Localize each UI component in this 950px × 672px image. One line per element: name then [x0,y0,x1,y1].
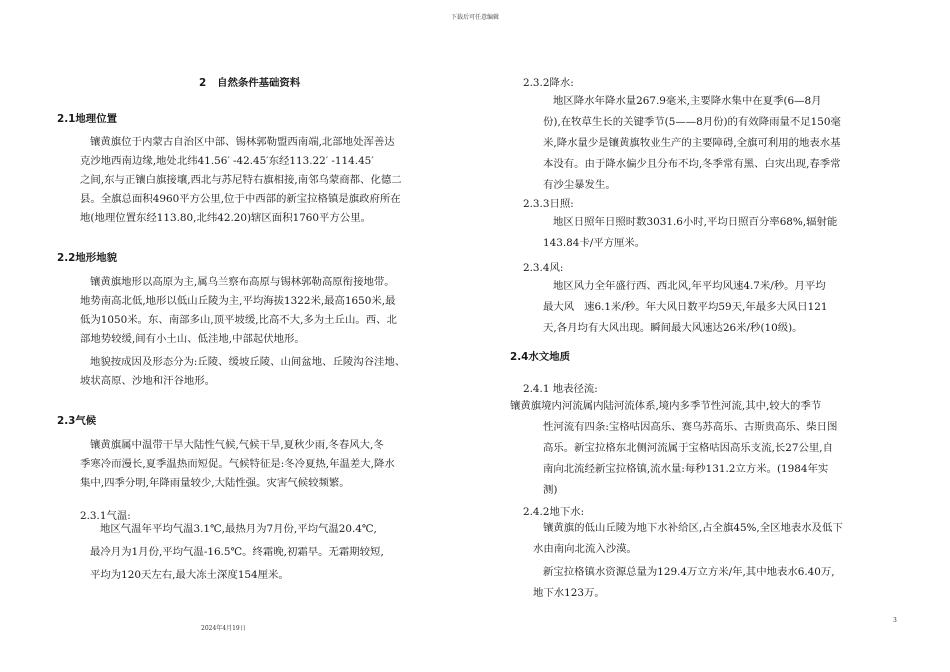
subheading-surface-runoff: 2.4.1 地表径流: [523,383,598,395]
paragraph-line: 低为1050米。东、南部多山,顶平坡缓,比高不大,多为土丘山。西、北 [80,314,397,326]
paragraph-line: 之间,东与正镶白旗接壤,西北与苏尼特右旗相接,南邻乌蒙商都、化德二 [80,174,402,186]
paragraph-line: 143.84卡/平方厘米。 [543,237,646,249]
page-header: 下载后可任意编辑 [450,14,499,21]
paragraph-line: 地势南高北低,地形以低山丘陵为主,平均海拔1322米,最高1650米,最 [80,295,396,307]
subheading-sunshine: 2.3.3日照: [523,198,574,210]
paragraph-line: 测) [543,484,558,496]
paragraph-line: 地区日照年日照时数3031.6小时,平均日照百分率68%,辐射能 [553,216,838,228]
heading-climate: 2.3气候 [57,415,97,427]
paragraph-line: 部地势较缓,间有小土山、低洼地,中部起伏地形。 [80,333,305,345]
paragraph-line: 地区降水年降水量267.9毫米,主要降水集中在夏季(6—8月 [553,95,822,107]
subheading-precipitation: 2.3.2降水: [523,77,574,89]
subheading-temperature: 2.3.1气温: [80,510,131,522]
paragraph-line: 最冷月为1月份,平均气温-16.5℃。终霜晚,初霜早。无霜期较短, [90,546,384,558]
heading-terrain: 2.2地形地貌 [57,252,117,264]
paragraph-line: 高乐。新宝拉格东北侧河流属于宝格咕因高乐支流,长27公里,自 [543,442,833,454]
paragraph-line: 镶黄旗位于内蒙古自治区中部、锡林郭勒盟西南端,北部地处浑善达 [90,136,395,148]
paragraph-line: 集中,四季分明,年降雨量较少,大陆性强。灾害气候较频繁。 [80,477,350,489]
paragraph-line: 县。全旗总面积4960平方公里,位于中西部的新宝拉格镇是旗政府所在 [80,193,401,205]
paragraph-line: 米,降水量少是镶黄旗牧业生产的主要障碍,全旗可利用的地表水基 [543,137,841,149]
footer-date: 2024年4月19日 [201,625,246,632]
paragraph-line: 地貌按成因及形态分为:丘陵、缓坡丘陵、山间盆地、丘陵沟谷洼地、 [90,356,406,368]
paragraph-line: 地区气温年平均气温3.1℃,最热月为7月份,平均气温20.4℃, [100,523,377,535]
paragraph-line: 镶黄旗境内河流属内陆河流体系,境内多季节性河流,其中,较大的季节 [510,400,822,412]
paragraph-line: 平均为120天左右,最大冻土深度154厘米。 [90,569,289,581]
paragraph-line: 地区风力全年盛行西、西北风,年平均风速4.7米/秒。月平均 [553,280,826,292]
section-title: 2 自然条件基础资料 [199,77,301,89]
paragraph-line: 新宝拉格镇水资源总量为129.4万立方米/年,其中地表水6.40万, [543,566,835,578]
paragraph-line: 份),在牧草生长的关键季节(5——8月份)的有效降雨量不足150毫 [543,116,841,128]
paragraph-line: 镶黄旗地形以高原为主,属乌兰察布高原与锡林郭勒高原衔接地带。 [90,276,395,288]
subheading-groundwater: 2.4.2地下水: [523,506,585,518]
page-number: 3 [893,617,897,624]
paragraph-line: 性河流有四条:宝格咕因高乐、赛乌苏高乐、古斯贵高乐、柴日图 [543,421,838,433]
heading-hydrogeology: 2.4水文地质 [510,351,570,363]
paragraph-line: 季寒冷而漫长,夏季温热而短促。气候特征是:冬冷夏热,年温差大,降水 [80,458,395,470]
paragraph-line: 南向北流经新宝拉格镇,流水量:每秒131.2立方米。(1984年实 [543,463,829,475]
paragraph-line: 天,各月均有大风出现。瞬间最大风速达26米/秒(10级)。 [543,322,803,334]
heading-geographic-location: 2.1地理位置 [57,113,117,125]
paragraph-line: 地下水123万。 [533,587,605,599]
paragraph-line: 地(地理位置东经113.80,北纬42.20)辖区面积1760平方公里。 [80,212,371,224]
paragraph-line: 有沙尘暴发生。 [543,179,616,191]
subheading-wind: 2.3.4风: [523,262,564,274]
paragraph-line: 坡状高原、沙地和汗谷地形。 [80,375,216,387]
paragraph-line: 最大风 速6.1米/秒。年大风日数平均59天,年最多大风日121 [543,301,828,313]
paragraph-line: 本没有。由于降水偏少且分布不均,冬季常有黑、白灾出现,春季常 [543,158,841,170]
paragraph-line: 镶黄旗属中温带干旱大陆性气候,气候干旱,夏秋少雨,冬春风大,冬 [90,439,384,451]
paragraph-line: 克沙地西南边缘,地处北纬41.56′ -42.45′东经113.22′ -114.45′ [80,155,374,167]
paragraph-line: 镶黄旗的低山丘陵为地下水补给区,占全旗45%,全区地表水及低下 [543,522,843,534]
paragraph-line: 水由南向北流入沙漠。 [533,543,637,555]
